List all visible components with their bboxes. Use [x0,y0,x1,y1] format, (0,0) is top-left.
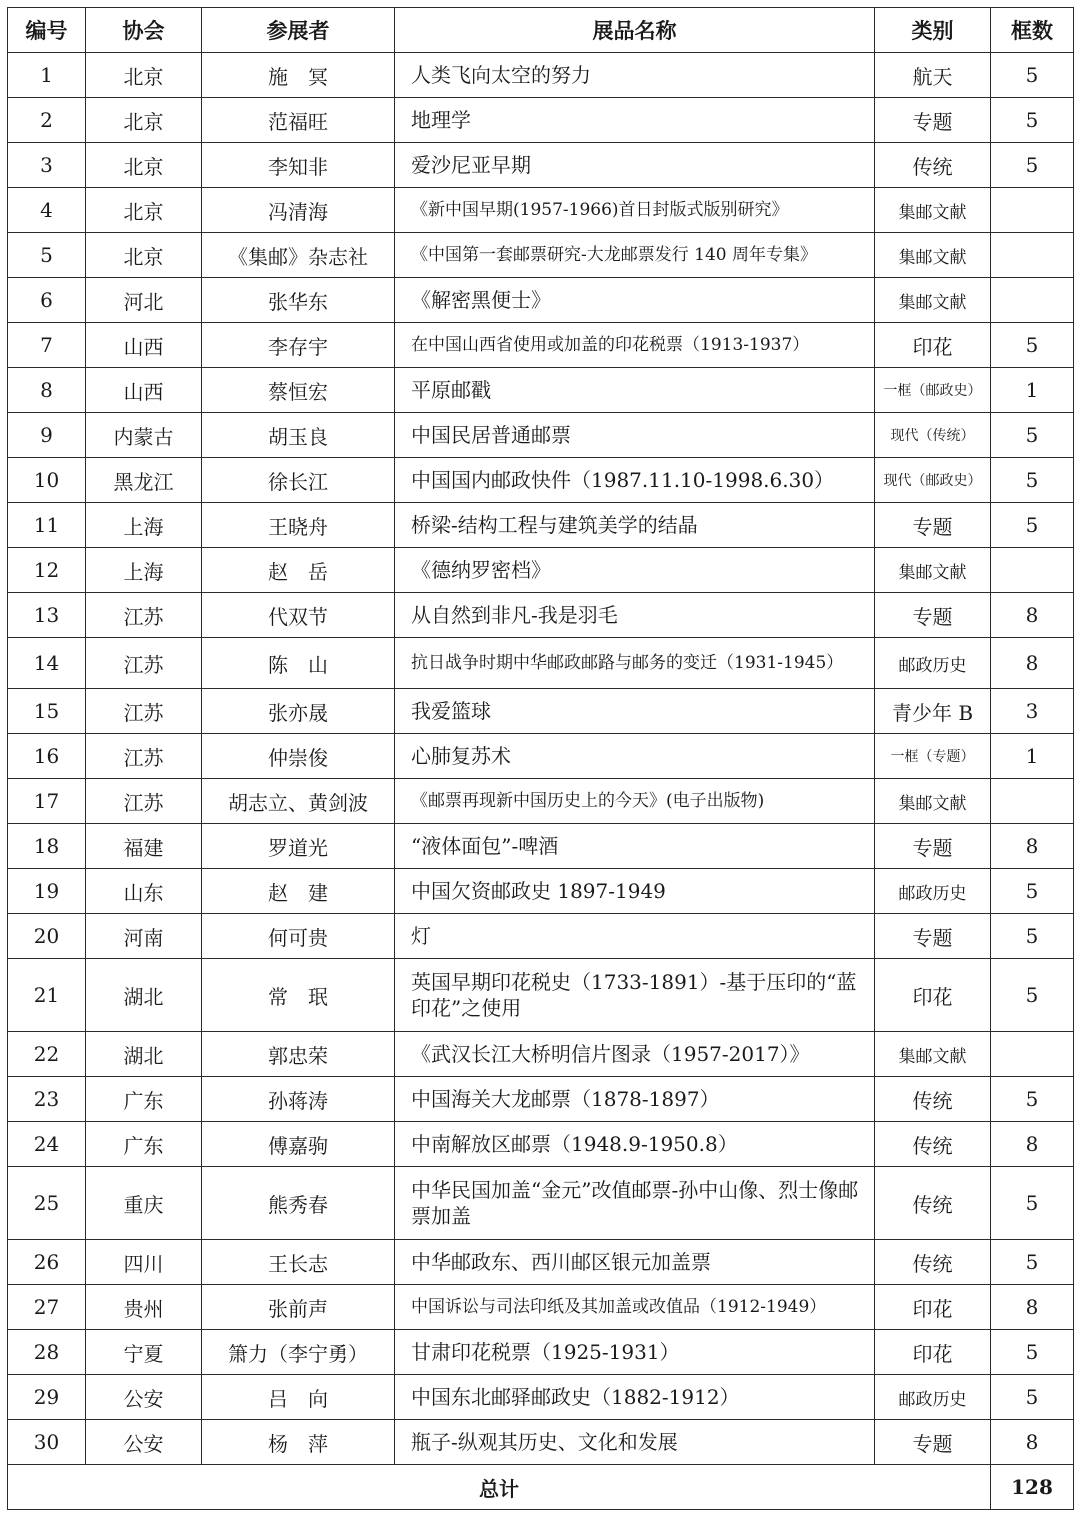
row-exhibit-title: 中华民国加盖“金元”改值邮票-孙中山像、烈士像邮票加盖 [395,1167,875,1240]
header-exhibitor: 参展者 [202,8,395,53]
exhibit-list [7,7,1073,1510]
table-row [8,734,1074,779]
row-number: 22 [8,1032,86,1077]
row-association: 上海 [86,548,202,593]
row-category: 传统 [875,1240,991,1285]
row-association: 山西 [86,323,202,368]
row-frames: 5 [991,1240,1074,1285]
row-number: 13 [8,593,86,638]
table-row [8,689,1074,734]
row-number: 2 [8,98,86,143]
row-exhibit-title: 人类飞向太空的努力 [395,53,875,98]
row-category: 印花 [875,323,991,368]
row-association: 北京 [86,143,202,188]
row-exhibit-title: 《中国第一套邮票研究-大龙邮票发行 140 周年专集》 [395,233,875,278]
row-number: 27 [8,1285,86,1330]
row-frames: 5 [991,914,1074,959]
row-exhibit-title: 《解密黑便士》 [395,278,875,323]
row-exhibitor: 孙蒋涛 [202,1077,395,1122]
table-row [8,1240,1074,1285]
row-category: 邮政历史 [875,1375,991,1420]
table-header-row [8,8,1074,53]
row-category: 集邮文献 [875,548,991,593]
row-frames: 5 [991,1167,1074,1240]
row-exhibitor: 张亦晟 [202,689,395,734]
row-number: 20 [8,914,86,959]
header-exhibit-title: 展品名称 [395,8,875,53]
table-row [8,413,1074,458]
row-frames: 5 [991,869,1074,914]
row-number: 4 [8,188,86,233]
table-row [8,1375,1074,1420]
row-category: 现代（传统） [875,413,991,458]
row-exhibitor: 陈 山 [202,638,395,689]
table-row [8,143,1074,188]
row-category: 专题 [875,1420,991,1465]
row-number: 25 [8,1167,86,1240]
header-association: 协会 [86,8,202,53]
row-frames: 8 [991,1122,1074,1167]
row-frames: 8 [991,593,1074,638]
row-exhibitor: 郭忠荣 [202,1032,395,1077]
row-exhibit-title: 中国国内邮政快件（1987.11.10-1998.6.30） [395,458,875,503]
row-exhibit-title: 《德纳罗密档》 [395,548,875,593]
row-association: 福建 [86,824,202,869]
table-row [8,98,1074,143]
row-association: 公安 [86,1420,202,1465]
row-exhibitor: 杨 萍 [202,1420,395,1465]
row-exhibit-title: 《新中国早期(1957-1966)首日封版式版别研究》 [395,188,875,233]
table-row [8,1077,1074,1122]
row-frames: 5 [991,503,1074,548]
row-category: 专题 [875,593,991,638]
row-association: 内蒙古 [86,413,202,458]
row-exhibitor: 施 冥 [202,53,395,98]
row-number: 18 [8,824,86,869]
row-category: 传统 [875,1077,991,1122]
row-category: 集邮文献 [875,1032,991,1077]
row-exhibitor: 徐长江 [202,458,395,503]
table-row [8,1122,1074,1167]
row-exhibit-title: 瓶子-纵观其历史、文化和发展 [395,1420,875,1465]
row-frames: 5 [991,53,1074,98]
header-frames: 框数 [991,8,1074,53]
row-exhibitor: 蔡恒宏 [202,368,395,413]
row-number: 17 [8,779,86,824]
row-association: 江苏 [86,689,202,734]
row-exhibitor: 李知非 [202,143,395,188]
row-category: 印花 [875,959,991,1032]
row-exhibit-title: 《邮票再现新中国历史上的今天》(电子出版物) [395,779,875,824]
table-row [8,779,1074,824]
exhibit-table [7,7,1074,1510]
row-association: 江苏 [86,638,202,689]
row-number: 3 [8,143,86,188]
row-exhibit-title: 英国早期印花税史（1733-1891）-基于压印的“蓝印花”之使用 [395,959,875,1032]
row-number: 16 [8,734,86,779]
row-association: 宁夏 [86,1330,202,1375]
row-category: 集邮文献 [875,188,991,233]
row-number: 11 [8,503,86,548]
row-exhibitor: 李存宇 [202,323,395,368]
row-category: 传统 [875,1122,991,1167]
row-number: 15 [8,689,86,734]
row-exhibit-title: 在中国山西省使用或加盖的印花税票（1913-1937） [395,323,875,368]
row-category: 传统 [875,1167,991,1240]
row-association: 北京 [86,233,202,278]
row-frames: 5 [991,323,1074,368]
row-frames: 5 [991,1375,1074,1420]
row-association: 黑龙江 [86,458,202,503]
row-frames [991,278,1074,323]
table-row [8,593,1074,638]
header-category: 类别 [875,8,991,53]
row-exhibitor: 张华东 [202,278,395,323]
row-category: 专题 [875,503,991,548]
row-frames: 5 [991,1077,1074,1122]
row-category: 航天 [875,53,991,98]
row-frames: 8 [991,1285,1074,1330]
row-number: 9 [8,413,86,458]
row-number: 23 [8,1077,86,1122]
row-number: 14 [8,638,86,689]
row-association: 江苏 [86,734,202,779]
row-association: 北京 [86,98,202,143]
row-exhibitor: 赵 岳 [202,548,395,593]
row-exhibit-title: 桥梁-结构工程与建筑美学的结晶 [395,503,875,548]
row-frames: 5 [991,413,1074,458]
table-row [8,638,1074,689]
row-association: 河南 [86,914,202,959]
row-exhibit-title: 心肺复苏术 [395,734,875,779]
row-number: 29 [8,1375,86,1420]
row-exhibitor: 《集邮》杂志社 [202,233,395,278]
row-category: 专题 [875,824,991,869]
row-exhibitor: 代双节 [202,593,395,638]
row-category: 集邮文献 [875,278,991,323]
row-association: 湖北 [86,1032,202,1077]
row-frames: 8 [991,824,1074,869]
table-row [8,458,1074,503]
row-exhibit-title: 中国民居普通邮票 [395,413,875,458]
total-label: 总计 [8,1465,991,1510]
row-association: 江苏 [86,593,202,638]
row-exhibitor: 王长志 [202,1240,395,1285]
table-body [8,53,1074,1465]
row-association: 河北 [86,278,202,323]
row-frames [991,233,1074,278]
row-association: 山西 [86,368,202,413]
table-row [8,1420,1074,1465]
total-row [8,1465,1074,1510]
table-row [8,368,1074,413]
row-association: 湖北 [86,959,202,1032]
row-category: 专题 [875,98,991,143]
row-number: 12 [8,548,86,593]
row-number: 26 [8,1240,86,1285]
total-value: 128 [991,1465,1074,1510]
table-row [8,548,1074,593]
row-category: 集邮文献 [875,779,991,824]
row-number: 28 [8,1330,86,1375]
row-exhibit-title: 中国东北邮驿邮政史（1882-1912） [395,1375,875,1420]
row-category: 一框（专题） [875,734,991,779]
row-category: 印花 [875,1330,991,1375]
row-association: 北京 [86,53,202,98]
row-exhibit-title: 从自然到非凡-我是羽毛 [395,593,875,638]
row-exhibitor: 赵 建 [202,869,395,914]
row-category: 印花 [875,1285,991,1330]
row-number: 21 [8,959,86,1032]
row-exhibitor: 罗道光 [202,824,395,869]
row-category: 集邮文献 [875,233,991,278]
row-exhibitor: 胡志立、黄剑波 [202,779,395,824]
row-frames [991,779,1074,824]
row-frames: 5 [991,1330,1074,1375]
row-association: 广东 [86,1122,202,1167]
row-frames: 5 [991,458,1074,503]
row-exhibit-title: 地理学 [395,98,875,143]
row-frames [991,548,1074,593]
table-row [8,233,1074,278]
row-number: 30 [8,1420,86,1465]
row-exhibit-title: “液体面包”-啤酒 [395,824,875,869]
row-exhibitor: 仲崇俊 [202,734,395,779]
row-category: 传统 [875,143,991,188]
row-number: 24 [8,1122,86,1167]
row-frames: 8 [991,638,1074,689]
table-row [8,1167,1074,1240]
row-frames: 5 [991,959,1074,1032]
row-category: 邮政历史 [875,638,991,689]
row-frames [991,1032,1074,1077]
row-category: 现代（邮政史） [875,458,991,503]
row-category: 专题 [875,914,991,959]
row-exhibit-title: 中华邮政东、西川邮区银元加盖票 [395,1240,875,1285]
row-association: 公安 [86,1375,202,1420]
row-exhibit-title: 《武汉长江大桥明信片图录（1957-2017）》 [395,1032,875,1077]
row-exhibitor: 吕 向 [202,1375,395,1420]
row-category: 邮政历史 [875,869,991,914]
row-frames: 8 [991,1420,1074,1465]
row-exhibit-title: 中南解放区邮票（1948.9-1950.8） [395,1122,875,1167]
row-association: 重庆 [86,1167,202,1240]
row-frames: 1 [991,368,1074,413]
row-exhibitor: 张前声 [202,1285,395,1330]
row-association: 广东 [86,1077,202,1122]
table-row [8,188,1074,233]
row-association: 北京 [86,188,202,233]
table-row [8,503,1074,548]
row-number: 5 [8,233,86,278]
row-number: 19 [8,869,86,914]
row-association: 山东 [86,869,202,914]
row-exhibitor: 王晓舟 [202,503,395,548]
row-exhibit-title: 平原邮戳 [395,368,875,413]
row-exhibitor: 熊秀春 [202,1167,395,1240]
row-exhibit-title: 爱沙尼亚早期 [395,143,875,188]
row-exhibit-title: 中国诉讼与司法印纸及其加盖或改值品（1912-1949） [395,1285,875,1330]
row-exhibitor: 傅嘉驹 [202,1122,395,1167]
row-association: 贵州 [86,1285,202,1330]
table-row [8,869,1074,914]
row-exhibit-title: 中国海关大龙邮票（1878-1897） [395,1077,875,1122]
row-number: 10 [8,458,86,503]
row-number: 1 [8,53,86,98]
row-exhibitor: 胡玉良 [202,413,395,458]
row-exhibit-title: 灯 [395,914,875,959]
header-number: 编号 [8,8,86,53]
row-exhibit-title: 中国欠资邮政史 1897-1949 [395,869,875,914]
row-number: 8 [8,368,86,413]
row-exhibit-title: 我爱篮球 [395,689,875,734]
table-row [8,959,1074,1032]
row-exhibitor: 何可贵 [202,914,395,959]
row-exhibitor: 范福旺 [202,98,395,143]
row-association: 江苏 [86,779,202,824]
row-frames: 5 [991,98,1074,143]
table-row [8,323,1074,368]
row-exhibit-title: 甘肃印花税票（1925-1931） [395,1330,875,1375]
table-row [8,914,1074,959]
row-exhibit-title: 抗日战争时期中华邮政邮路与邮务的变迁（1931-1945） [395,638,875,689]
table-row [8,1285,1074,1330]
row-frames: 3 [991,689,1074,734]
table-row [8,278,1074,323]
row-frames [991,188,1074,233]
row-number: 6 [8,278,86,323]
table-row [8,1330,1074,1375]
row-category: 一框（邮政史） [875,368,991,413]
row-exhibitor: 冯清海 [202,188,395,233]
table-row [8,53,1074,98]
row-number: 7 [8,323,86,368]
row-frames: 1 [991,734,1074,779]
row-exhibitor: 箫力（李宁勇） [202,1330,395,1375]
row-association: 上海 [86,503,202,548]
row-frames: 5 [991,143,1074,188]
row-category: 青少年 B [875,689,991,734]
row-association: 四川 [86,1240,202,1285]
row-exhibitor: 常 珉 [202,959,395,1032]
table-row [8,1032,1074,1077]
table-row [8,824,1074,869]
